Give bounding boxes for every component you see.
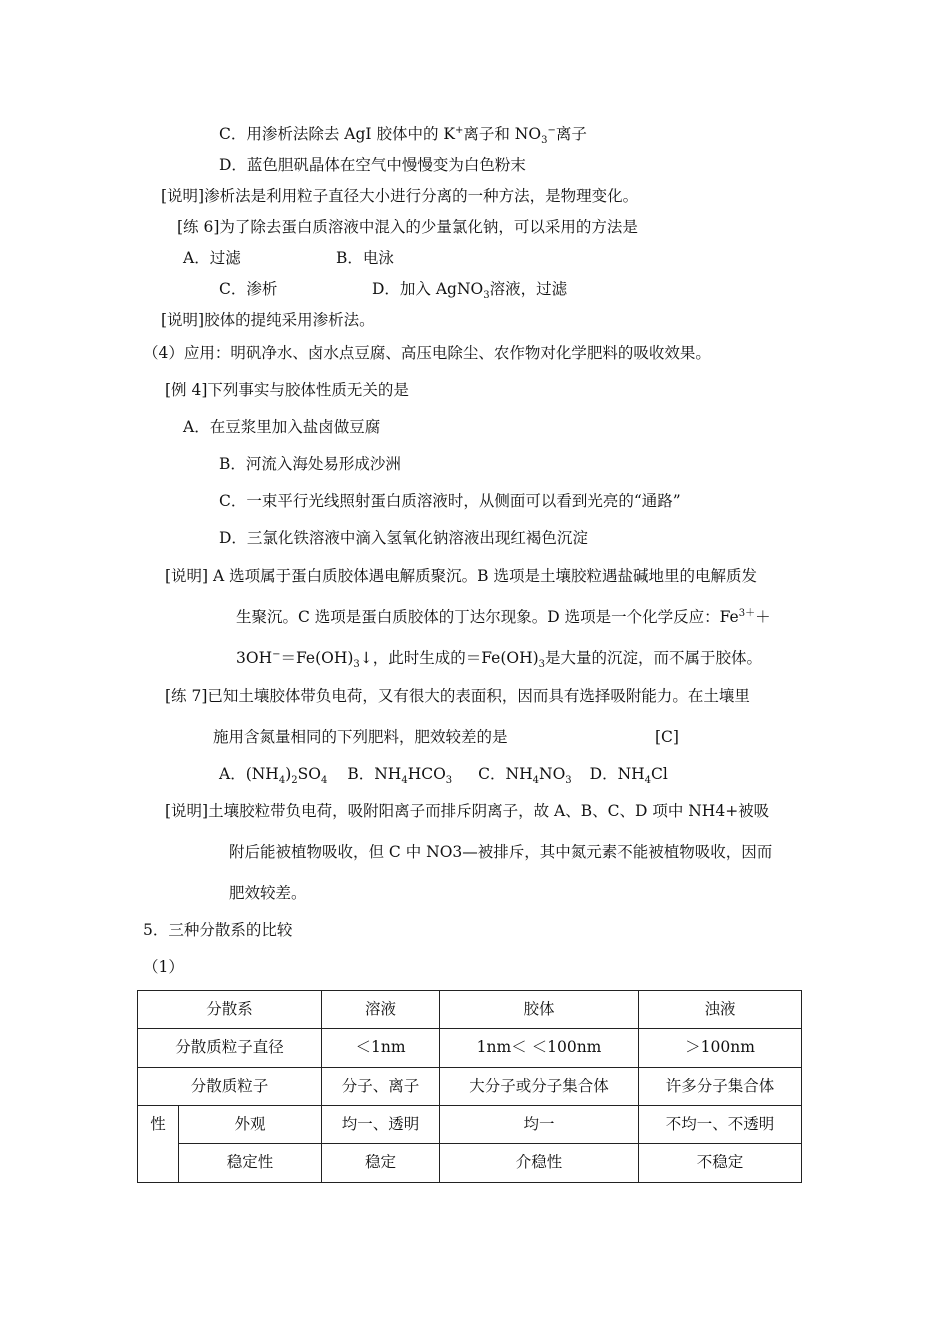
option-c-line: C．用渗析法除去 AgI 胶体中的 K+离子和 $NO_3^-$离子	[219, 124, 587, 147]
note-line: [说明]胶体的提纯采用渗析法。	[161, 311, 375, 329]
table-cell: 许多分子集合体	[639, 1068, 802, 1106]
note-line: 肥效较差。	[229, 884, 307, 902]
table-header-row	[138, 991, 802, 1029]
table-header-cell: 胶体	[440, 991, 639, 1029]
note-line: [说明] A 选项属于蛋白质胶体遇电解质聚沉。B 选项是土壤胶粒遇盐碱地里的电解质发	[165, 567, 757, 585]
exercise-6-option-a: A．过滤	[183, 249, 241, 267]
example-4-option-d: D．三氯化铁溶液中滴入氢氧化钠溶液出现红褐色沉淀	[219, 529, 588, 547]
option-d-line: D．蓝色胆矾晶体在空气中慢慢变为白色粉末	[219, 156, 526, 174]
exercise-7-answer: [C]	[655, 728, 679, 746]
dispersion-comparison-table	[137, 990, 802, 1183]
table-cell: ＜1nm	[322, 1029, 440, 1068]
note-line: 生聚沉。C 选项是蛋白质胶体的丁达尔现象。D 选项是一个化学反应：$Fe^{3+}+$	[236, 607, 771, 626]
exercise-6-option-d: D．加入 AgNO$_3$溶液，过滤	[372, 280, 568, 302]
note-line: [说明]渗析法是利用粒子直径大小进行分离的一种方法，是物理变化。	[161, 187, 639, 205]
table-cell: ＞100nm	[639, 1029, 802, 1068]
table-cell: 介稳性	[440, 1144, 639, 1183]
table-cell: 大分子或分子集合体	[440, 1068, 639, 1106]
table-cell: 不稳定	[639, 1144, 802, 1183]
example-4-option-b: B．河流入海处易形成沙洲	[219, 455, 401, 473]
exercise-7-question: [练 7]已知土壤胶体带负电荷，又有很大的表面积，因而具有选择吸附能力。在土壤里	[165, 687, 750, 705]
example-4-option-a: A．在豆浆里加入盐卤做豆腐	[183, 418, 381, 436]
table-cell: 分散质粒子直径	[138, 1029, 322, 1068]
table-cell: 1nm＜ ＜100nm	[440, 1029, 639, 1068]
example-4-question: [例 4]下列事实与胶体性质无关的是	[165, 381, 409, 399]
exercise-6-option-b: B．电泳	[336, 249, 394, 267]
exercise-7-question-cont: 施用含氮量相同的下列肥料，肥效较差的是	[213, 728, 508, 746]
table-header-cell: 浊液	[639, 991, 802, 1029]
example-4-option-c: C．一束平行光线照射蛋白质溶液时，从侧面可以看到光亮的“通路”	[219, 492, 681, 510]
table-row	[138, 1144, 802, 1183]
section-heading: 5．三种分散系的比较	[143, 921, 293, 939]
table-cell: 均一	[440, 1106, 639, 1144]
table-cell: 稳定	[322, 1144, 440, 1183]
table-row	[138, 1029, 802, 1068]
exercise-6-question: [练 6]为了除去蛋白质溶液中混入的少量氯化钠，可以采用的方法是	[177, 218, 638, 236]
table-header-cell: 分散系	[138, 991, 322, 1029]
table-header-cell: 溶液	[322, 991, 440, 1029]
table-cell: 外观	[179, 1106, 322, 1144]
exercise-6-option-c: C．渗析	[219, 280, 278, 298]
note-line: $3OH^-=Fe(OH)_3↓$，此时生成的$=Fe(OH)_3$是大量的沉淀，而不属于胶体。	[236, 648, 763, 671]
table-cell: 分子、离子	[322, 1068, 440, 1106]
table-row	[138, 1068, 802, 1106]
table-cell: 均一、透明	[322, 1106, 440, 1144]
table-row	[138, 1106, 802, 1144]
application-line: （4）应用：明矾净水、卤水点豆腐、高压电除尘、农作物对化学肥料的吸收效果。	[143, 344, 711, 362]
table-cell: 分散质粒子	[138, 1068, 322, 1106]
table-cell: 不均一、不透明	[639, 1106, 802, 1144]
exercise-7-options: A．$(NH_4)_2SO_4$ B．$NH_4HCO_3$ C．$NH_4NO_3$ D．$NH_4Cl$	[219, 765, 668, 787]
table-cell: 稳定性	[179, 1144, 322, 1183]
note-line: [说明]土壤胶粒带负电荷，吸附阳离子而排斥阴离子，故 A、B、C、D 项中 NH4+被吸	[165, 802, 770, 820]
table-group-label: 性	[138, 1106, 179, 1183]
note-line: 附后能被植物吸收，但 C 中 NO3—被排斥，其中氮元素不能被植物吸收，因而	[229, 843, 773, 861]
subsection-label: （1）	[143, 958, 184, 976]
